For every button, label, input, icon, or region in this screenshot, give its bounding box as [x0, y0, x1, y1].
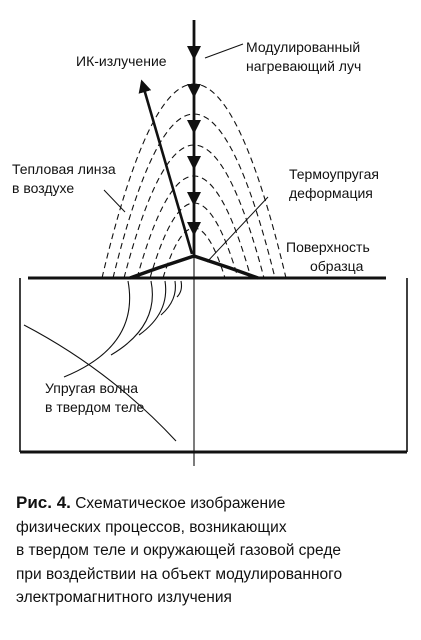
ir-radiation-label: ИК-излучение — [76, 53, 167, 69]
sample-body — [20, 278, 407, 452]
thermoelastic-label-line2: деформация — [289, 185, 373, 201]
thermoelastic-leader — [207, 197, 268, 262]
elastic-wave-label-line1: Упругая волна — [45, 380, 138, 396]
caption-text-1: Схематическое изображение — [75, 495, 286, 512]
caption-line-1 — [16, 491, 411, 516]
figure-caption — [16, 491, 411, 610]
elastic-wave-arc — [64, 281, 130, 377]
thermal-lens-leader — [104, 190, 125, 212]
elastic-wave-arc — [177, 281, 182, 297]
thermal-lens-label-line1: Тепловая линза — [12, 161, 116, 177]
elastic-wave-label-line2: в твердом теле — [45, 399, 145, 415]
thermal-lens-label-line2: в воздухе — [12, 180, 75, 196]
ir-radiation-arrow — [142, 82, 192, 254]
elastic-wave-arc — [111, 281, 152, 355]
modulated-beam-leader — [205, 44, 243, 58]
modulated-beam-label-line1: Модулированный — [246, 39, 361, 55]
caption-line-3: в твердом теле и окружающей газовой среде — [16, 542, 342, 559]
caption-line-2: физических процессов, возникающих — [16, 518, 287, 536]
caption-line-4: при воздействии на объект модулированного — [16, 565, 343, 583]
modulated-beam-label-line2: нагревающий луч — [246, 58, 362, 74]
caption-line-5: электромагнитного излучения — [16, 589, 232, 606]
thermoelastic-label-line1: Термоупругая — [289, 166, 379, 182]
surface-label-line2: образца — [310, 258, 364, 274]
caption-label: Рис. 4. — [16, 493, 71, 512]
surface-label-line1: Поверхность — [286, 239, 370, 255]
elastic-wave — [24, 281, 182, 441]
elastic-wave-arc — [161, 281, 175, 315]
